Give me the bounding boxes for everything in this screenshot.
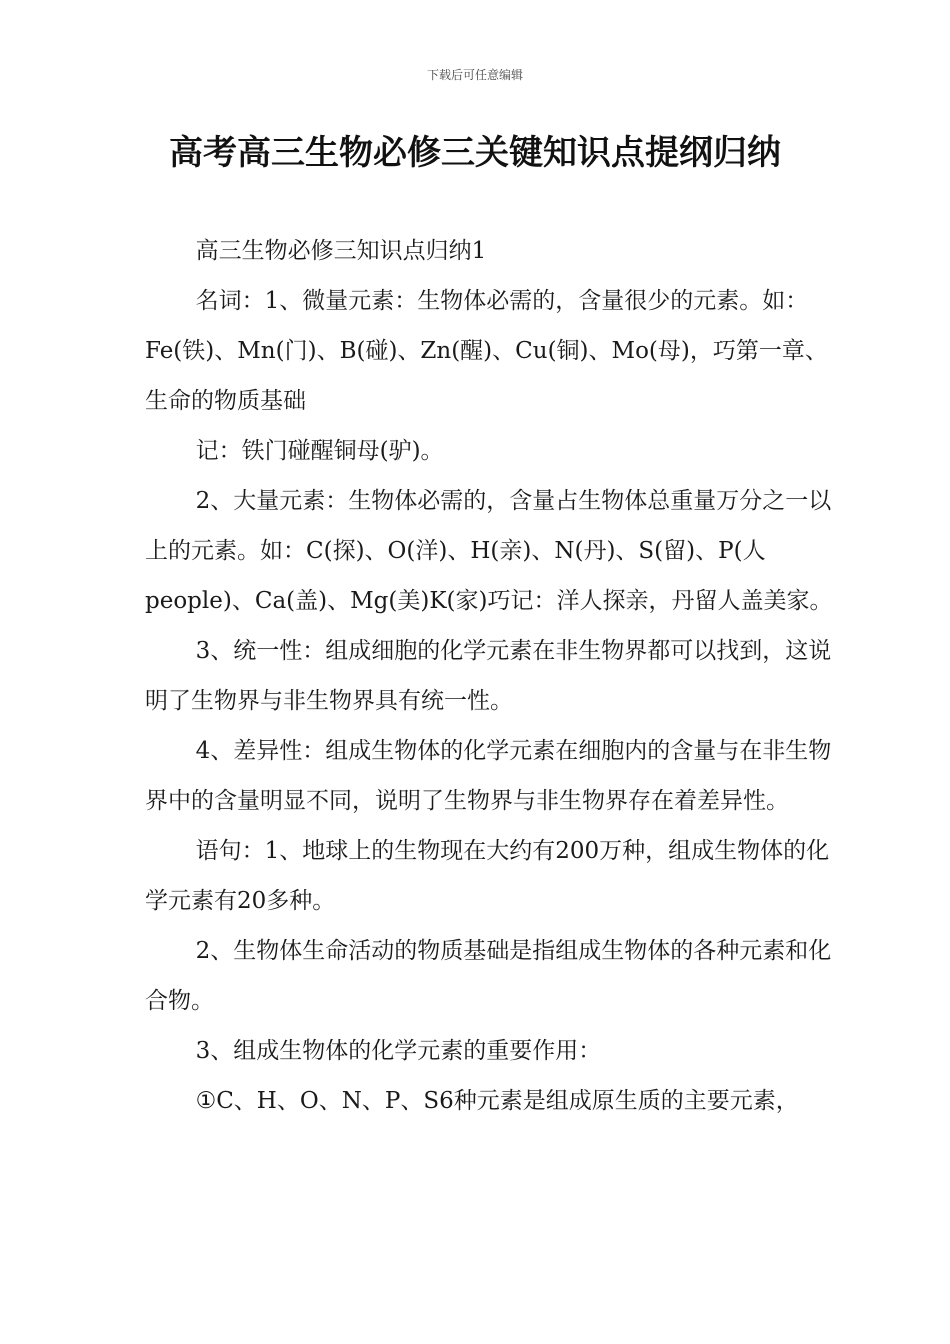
- paragraph-sentences-3: 3、组成生物体的化学元素的重要作用：: [195, 1038, 602, 1064]
- document-title: 高考高三生物必修三关键知识点提纲归纳: [169, 133, 781, 173]
- paragraph-difference: 4、差异性：组成生物体的化学元素在细胞内的含量与在非生物界中的含量明显不同，说明了生物界与非生物界存在着差异性。: [145, 738, 832, 814]
- paragraph-sentences-3-item-1: ①C、H、O、N、P、S6种元素是组成原生质的主要元素，: [195, 1088, 799, 1114]
- header-note: 下载后可任意编辑: [426, 68, 523, 82]
- paragraph-sentences-1: 语句：1、地球上的生物现在大约有200万种，组成生物体的化学元素有20多种。: [145, 838, 830, 914]
- paragraph-unity: 3、统一性：组成细胞的化学元素在非生物界都可以找到，这说明了生物界与非生物界具有统一性。: [145, 638, 832, 714]
- paragraph-trace-elements: 名词：1、微量元素：生物体必需的，含量很少的元素。如：Fe(铁)、Mn(门)、B(碰)、Zn(醒)、Cu(铜)、Mo(母)，巧第一章、生命的物质基础: [145, 288, 828, 414]
- document-body: [145, 226, 835, 1126]
- paragraph-sentences-2: 2、生物体生命活动的物质基础是指组成生物体的各种元素和化合物。: [145, 938, 832, 1014]
- paragraph-mnemonic-trace: 记：铁门碰醒铜母(驴)。: [195, 438, 444, 464]
- paragraph-macro-elements: 2、大量元素：生物体必需的，含量占生物体总重量万分之一以上的元素。如：C(探)、O(洋)、H(亲)、N(丹)、S(留)、P(人people)、Ca(盖)、Mg(美)K(家)巧记：洋人探亲，丹留人盖美家。: [145, 488, 833, 614]
- paragraph-section-heading: 高三生物必修三知识点归纳1: [195, 238, 487, 264]
